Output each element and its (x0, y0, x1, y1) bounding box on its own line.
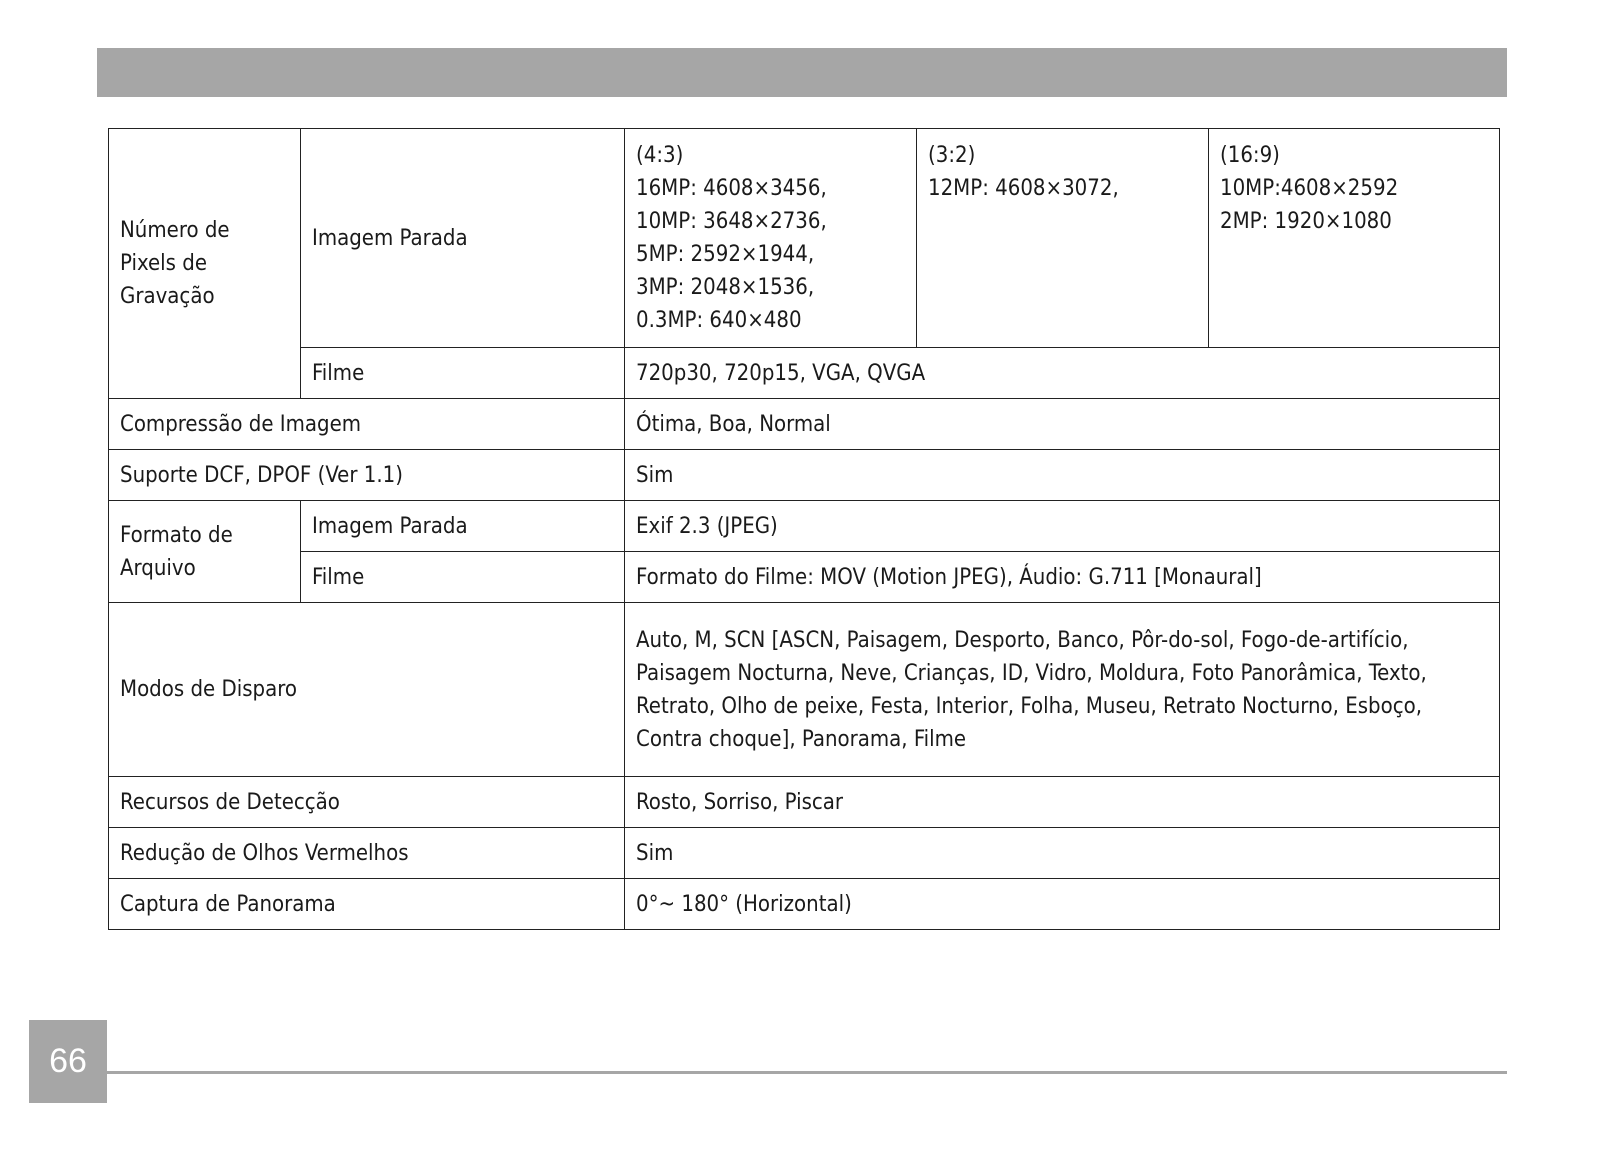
header-band (97, 48, 1507, 97)
row-sublabel-movie: Filme (301, 348, 625, 399)
row-label-compression: Compressão de Imagem (109, 399, 625, 450)
compression-value: Ótima, Boa, Normal (625, 399, 1500, 450)
row-label-recording-pixels: Número de Pixels de Gravação (109, 129, 301, 399)
dcf-dpof-value: Sim (625, 450, 1500, 501)
panorama-value: 0°~ 180° (Horizontal) (625, 879, 1500, 930)
page-number: 66 (29, 1020, 107, 1103)
table-row (109, 501, 1500, 552)
detection-value: Rosto, Sorriso, Piscar (625, 777, 1500, 828)
still-format-value: Exif 2.3 (JPEG) (625, 501, 1500, 552)
resolution-3-2-cell: (3:2) 12MP: 4608×3072, (917, 129, 1209, 348)
row-sublabel-movie: Filme (301, 552, 625, 603)
table-row (109, 879, 1500, 930)
row-label-dcf-dpof: Suporte DCF, DPOF (Ver 1.1) (109, 450, 625, 501)
table-row (109, 828, 1500, 879)
resolution-4-3-cell: (4:3) 16MP: 4608×3456, 10MP: 3648×2736, 5MP: 2592×1944, 3MP: 2048×1536, 0.3MP: 640×480 (625, 129, 917, 348)
row-label-red-eye: Redução de Olhos Vermelhos (109, 828, 625, 879)
table-row (109, 450, 1500, 501)
footer-rule (107, 1071, 1507, 1074)
row-label-file-format: Formato de Arquivo (109, 501, 301, 603)
movie-format-value: Formato do Filme: MOV (Motion JPEG), Áudio: G.711 [Monaural] (625, 552, 1500, 603)
row-sublabel-still-image: Imagem Parada (301, 129, 625, 348)
table-row (109, 399, 1500, 450)
row-sublabel-still-image: Imagem Parada (301, 501, 625, 552)
table-row (109, 777, 1500, 828)
row-label-detection: Recursos de Detecção (109, 777, 625, 828)
table-row (109, 348, 1500, 399)
table-row (109, 129, 1500, 348)
red-eye-value: Sim (625, 828, 1500, 879)
table-row (109, 603, 1500, 777)
shooting-modes-value: Auto, M, SCN [ASCN, Paisagem, Desporto, Banco, Pôr-do-sol, Fogo-de-artifício, Paisagem Nocturna, Neve, Crianças, ID, Vidro, Moldura, Foto Panorâmica, Texto, Retrato, Olho de peixe, Festa, Interior, Folha, Museu, Retrato Nocturno, Esboço, Contra choque], Panorama, Filme (625, 603, 1500, 777)
resolution-16-9-cell: (16:9) 10MP:4608×2592 2MP: 1920×1080 (1209, 129, 1500, 348)
movie-resolution-value: 720p30, 720p15, VGA, QVGA (625, 348, 1500, 399)
specifications-table (108, 128, 1500, 930)
table-row (109, 552, 1500, 603)
row-label-panorama: Captura de Panorama (109, 879, 625, 930)
row-label-shooting-modes: Modos de Disparo (109, 603, 625, 777)
